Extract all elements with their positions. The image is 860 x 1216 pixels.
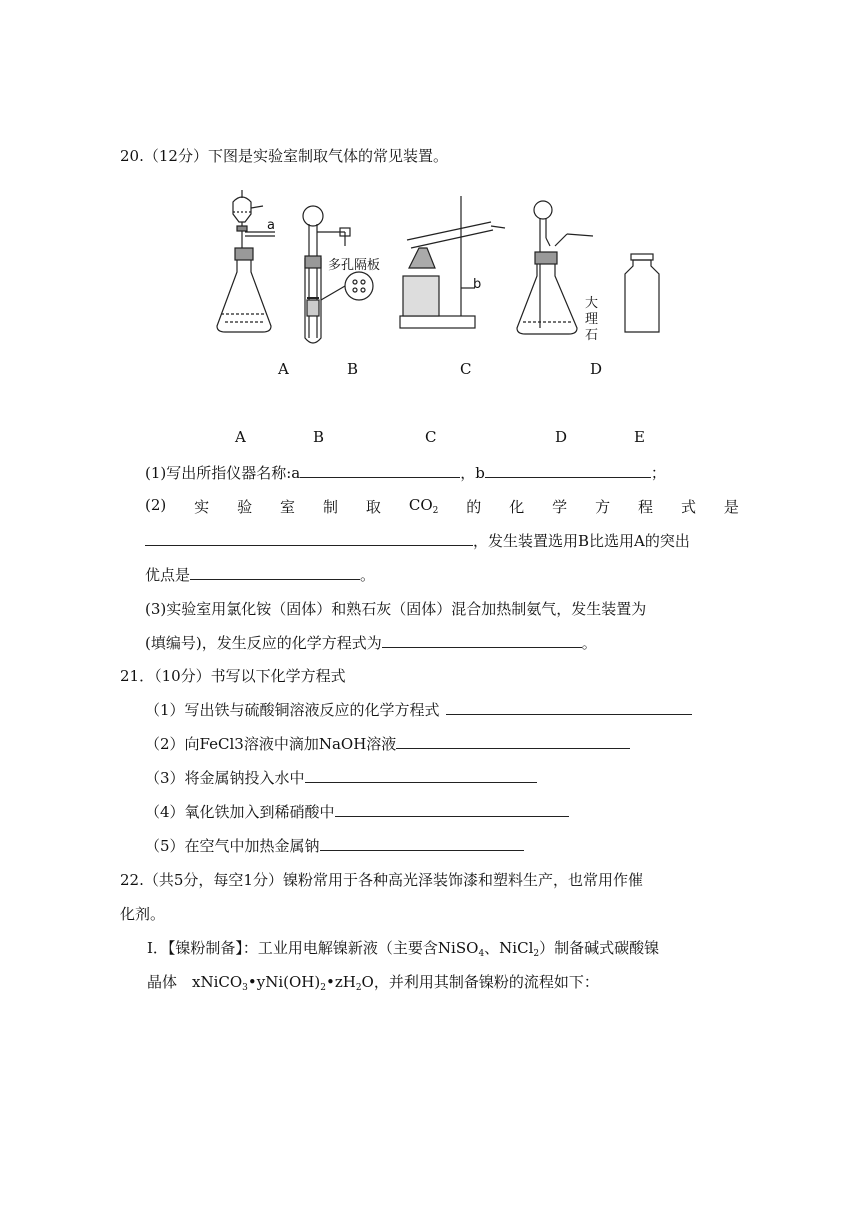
apparatus-e-drawing bbox=[625, 254, 659, 332]
marble-label-1: 大 bbox=[585, 296, 599, 311]
q21-item-5 bbox=[145, 835, 524, 856]
marble-label-2: 理 bbox=[585, 312, 599, 327]
label-b: b bbox=[473, 277, 482, 292]
fig-letter-b2: B bbox=[313, 428, 325, 446]
q20-part1-text: (1)写出所指仪器名称:a bbox=[145, 464, 301, 482]
word: 式 bbox=[680, 498, 696, 516]
fig-letter-d1: D bbox=[590, 360, 603, 378]
q21-item-2-text: （2）向FeCl3溶液中滴加NaOH溶液 bbox=[145, 735, 397, 753]
q21-item-1 bbox=[145, 699, 692, 720]
fig-letter-a2: A bbox=[235, 428, 246, 446]
word: 实 bbox=[194, 498, 210, 516]
fig-letter-c1: C bbox=[460, 360, 472, 378]
blank-a[interactable] bbox=[300, 477, 460, 478]
word: 制 bbox=[322, 498, 338, 516]
q20-part2-line3-start: 优点是 bbox=[145, 566, 191, 584]
q22-line2: 化剂。 bbox=[120, 905, 166, 923]
q21-item-3-text: （3）将金属钠投入水中 bbox=[145, 769, 305, 787]
blank-q21-1[interactable] bbox=[446, 714, 692, 715]
blank-q21-2[interactable] bbox=[396, 748, 630, 749]
blank-q21-5[interactable] bbox=[320, 850, 524, 851]
q20-part3-line2-start: (填编号)，发生反应的化学方程式为 bbox=[145, 634, 382, 652]
apparatus-c-drawing bbox=[400, 196, 505, 328]
fig-letter-e2: E bbox=[634, 428, 645, 446]
word: 验 bbox=[237, 498, 253, 516]
blank-q21-4[interactable] bbox=[335, 816, 569, 817]
q20-part3-line2 bbox=[145, 632, 597, 653]
q21-item-1-text: （1）写出铁与硫酸铜溶液反应的化学方程式 bbox=[145, 701, 440, 719]
q20-part1 bbox=[145, 462, 666, 483]
fig-letter-c2: C bbox=[425, 428, 437, 446]
word: 方 bbox=[595, 498, 611, 516]
fig-letter-a1: A bbox=[278, 360, 289, 378]
q20-part2-line3-end: 。 bbox=[360, 566, 376, 584]
blank-co2-equation[interactable] bbox=[145, 545, 473, 546]
blank-q21-3[interactable] bbox=[305, 782, 537, 783]
q21-item-4-text: （4）氧化铁加入到稀硝酸中 bbox=[145, 803, 335, 821]
q21-item-2 bbox=[145, 733, 630, 754]
q20-header: 20.（12分）下图是实验室制取气体的常见装置。 bbox=[120, 147, 448, 165]
q21-item-3 bbox=[145, 767, 537, 788]
word: 化 bbox=[509, 498, 525, 516]
word: 程 bbox=[638, 498, 654, 516]
q22-line1: 22.（共5分，每空1分）镍粉常用于各种高光泽装饰漆和塑料生产，也常用作催 bbox=[120, 871, 643, 889]
word: 室 bbox=[280, 498, 296, 516]
blank-advantage[interactable] bbox=[190, 579, 360, 580]
word: 学 bbox=[552, 498, 568, 516]
blank-b[interactable] bbox=[485, 477, 651, 478]
q22-part1: I．【镍粉制备】：工业用电解镍新液（主要含NiSO$_4$、NiCl$_2$）制备碱式碳酸镍 bbox=[147, 939, 660, 959]
q21-header: 21．（10分）书写以下化学方程式 bbox=[120, 667, 346, 685]
q20-part3-line1: (3)实验室用氯化铵（固体）和熟石灰（固体）混合加热制氨气，发生装置为 bbox=[145, 600, 647, 618]
blank-ammonia-equation[interactable] bbox=[382, 647, 582, 648]
apparatus-b-drawing bbox=[303, 206, 373, 343]
apparatus-d-drawing bbox=[517, 201, 593, 334]
q20-part3-line2-end: 。 bbox=[581, 634, 597, 652]
q20-part2-line1 bbox=[145, 496, 739, 517]
q20-part1-sep: ，b bbox=[460, 464, 485, 482]
marble-label-3: 石 bbox=[585, 328, 599, 343]
fig-letter-b1: B bbox=[347, 360, 359, 378]
apparatus-drawing bbox=[205, 188, 685, 348]
apparatus-figure bbox=[205, 188, 685, 348]
porous-plate-label: 多孔隔板 bbox=[328, 258, 381, 273]
label-a: a bbox=[267, 218, 275, 233]
q21-item-5-text: （5）在空气中加热金属钠 bbox=[145, 837, 320, 855]
q21-item-4 bbox=[145, 801, 569, 822]
word: 是 bbox=[723, 498, 739, 516]
q22-formula-line: 晶体 $xNiCO_3•yNi(OH)_2•zH_2O$，并利用其制备镍粉的流程如下： bbox=[147, 973, 599, 993]
apparatus-a-drawing bbox=[217, 190, 275, 332]
q20-part1-end: ； bbox=[650, 464, 666, 482]
word: (2) bbox=[145, 496, 167, 514]
q20-part2-line2 bbox=[145, 530, 690, 551]
q20-part2-line2-text: ，发生装置选用B比选用A的突出 bbox=[473, 532, 690, 550]
co2: $CO_2$ bbox=[408, 496, 439, 516]
word: 的 bbox=[466, 498, 482, 516]
word: 取 bbox=[365, 498, 381, 516]
q20-part2-line3 bbox=[145, 564, 375, 585]
fig-letter-d2: D bbox=[555, 428, 568, 446]
